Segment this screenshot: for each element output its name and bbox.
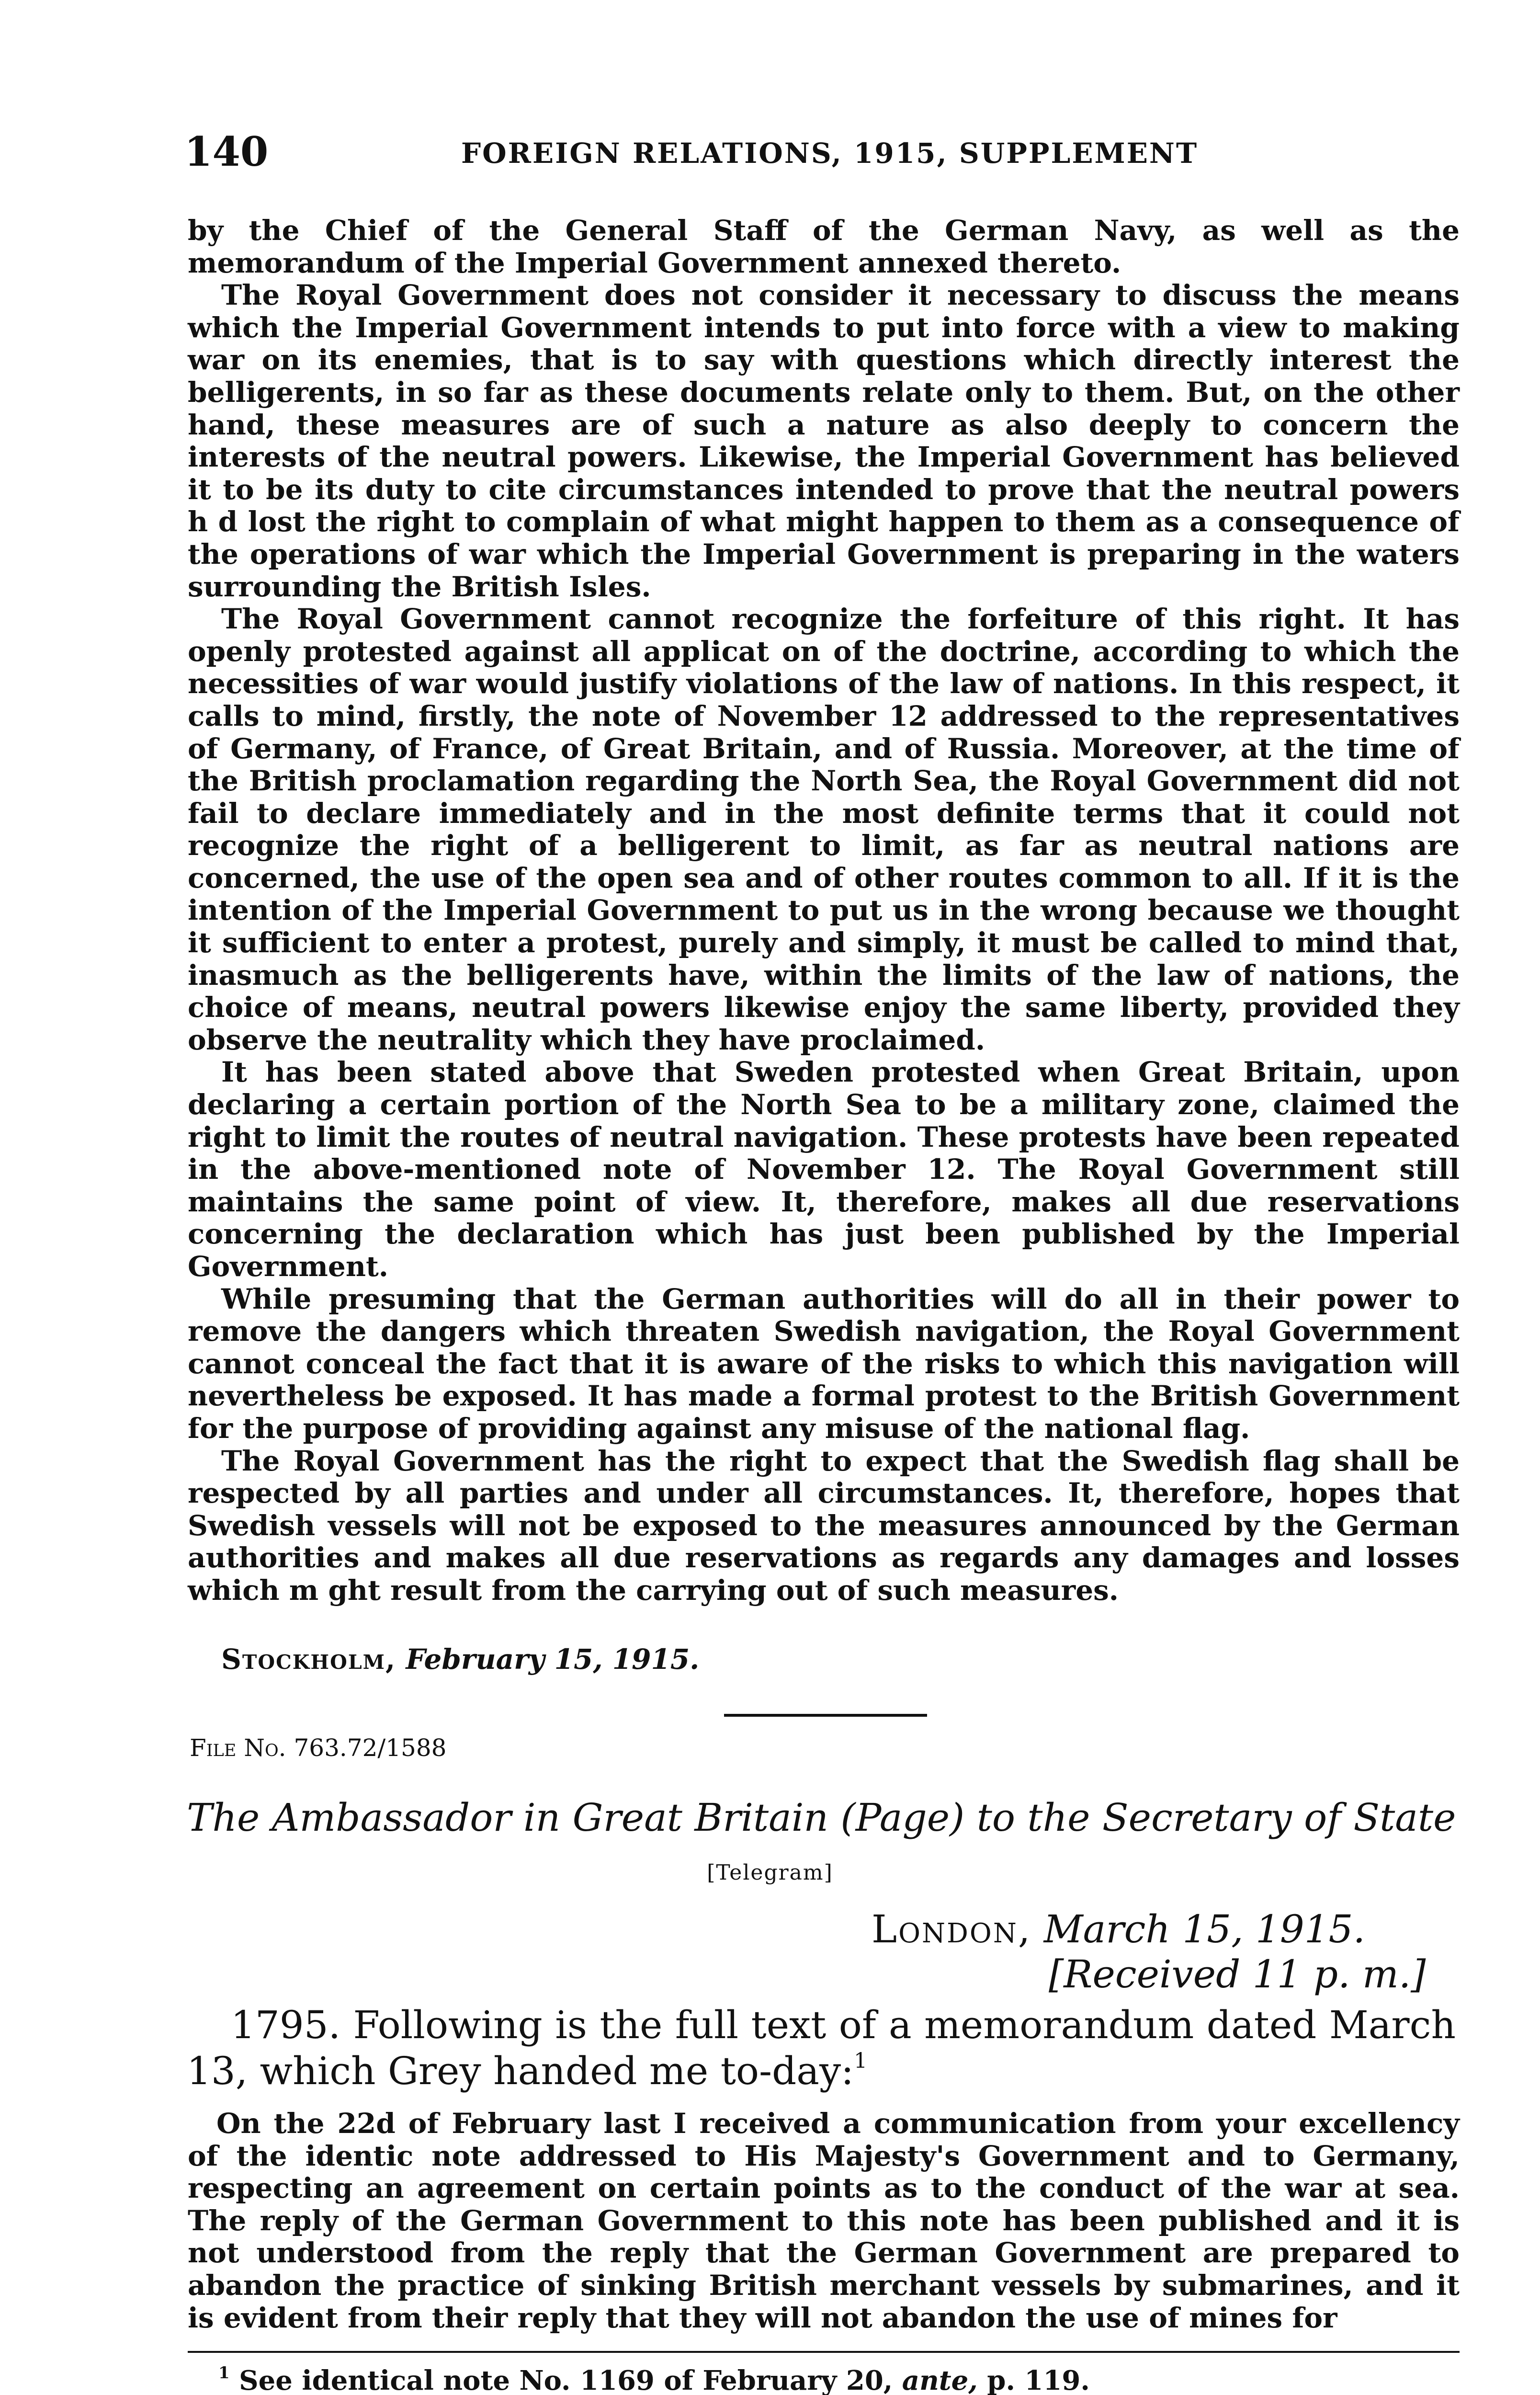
file-number-label: File No. [190, 1734, 286, 1762]
telegram-text [187, 2002, 1456, 2094]
document-subtitle: [Telegram] [707, 1860, 833, 1885]
footnote-ante: ante, [902, 2365, 978, 2395]
signature-line [221, 1643, 699, 1676]
signature-date: February 15, 1915. [406, 1643, 700, 1676]
body-paragraph: The Royal Government does not consider it necessary to discuss the means which the Imperial Government intends to put into force with a view to making war on its enemies, that is to say with questions which directly interest the belligerents, in so far as these documents relate only to them. But, on the other hand, these measures are of such a nature as also deeply to concern the interests of the neutral powers. Likewise, the Imperial Government has believed it to be its duty to cite circumstances intended to prove that the neutral powers h d lost the right to complain of what might happen to them as a consequence of the operations of war which the Imperial Government is preparing in the waters surrounding the British Isles. [188, 279, 1460, 603]
file-number [190, 1731, 447, 1765]
body-paragraph: While presuming that the German authorities will do all in their power to remove the dangers which threaten Swedish navigation, the Royal Government cannot conceal the fact that it is aware of the risks to which this navigation will nevertheless be exposed. It has made a formal protest to the British Government for the purpose of providing against any misuse of the national flag. [188, 1282, 1460, 1445]
footnote-divider [188, 2351, 1460, 2353]
dateline-city: London, [872, 1907, 1032, 1951]
section-divider [724, 1714, 927, 1717]
file-number-value: 763.72/1588 [294, 1734, 447, 1762]
signature-place: Stockholm, [221, 1643, 396, 1676]
page-number: 140 [184, 128, 269, 175]
footnote-page: p. 119. [987, 2365, 1090, 2395]
memorandum-paragraph: On the 22d of February last I received a communication from your excellency of the identic note addressed to His Majesty's Government and to Germany, respecting an agreement on certain points as to the conduct of the war at sea. The reply of the German Government to this note has been published and it is not understood from the reply that the German Government are prepared to abandon the practice of sinking British merchant vessels by submarines, and it is evident from their reply that they will not abandon the use of mines for [188, 2107, 1460, 2334]
note-body [188, 215, 1460, 1607]
footnote [218, 2361, 1090, 2395]
running-head: FOREIGN RELATIONS, 1915, SUPPLEMENT [461, 137, 1199, 170]
body-paragraph: by the Chief of the General Staff of the German Navy, as well as the memorandum of the Imperial Government annexed thereto. [188, 214, 1460, 279]
footnote-marker: 1 [218, 2363, 230, 2383]
document-title: The Ambassador in Great Britain (Page) to the Secretary of State [187, 1795, 1456, 1840]
page-header [184, 125, 1456, 178]
footnote-text: See identical note No. 1169 of February 20, [239, 2365, 893, 2395]
dateline-date: March 15, 1915. [1043, 1907, 1366, 1951]
telegram-sentence: 1795. Following is the full text of a memorandum dated March 13, which Grey handed me to-day: [187, 2003, 1456, 2093]
memorandum-body [188, 2108, 1460, 2334]
body-paragraph: It has been stated above that Sweden protested when Great Britain, upon declaring a certain portion of the North Sea to be a military zone, claimed the right to limit the routes of neutral navigation. These protests have been repeated in the above-mentioned note of November 12. The Royal Government still maintains the same point of view. It, therefore, makes all due reservations concerning the declaration which has just been published by the Imperial Government. [188, 1056, 1460, 1283]
dateline [872, 1905, 1365, 1953]
body-paragraph: The Royal Government has the right to expect that the Swedish flag shall be respected by all parties and under all circumstances. It, therefore, hopes that Swedish vessels will not be exposed to the measures announced by the German authorities and makes all due reservations as regards any damages and losses which m ght result from the carrying out of such measures. [188, 1444, 1460, 1607]
body-paragraph: The Royal Government cannot recognize the forfeiture of this right. It has openly protested against all applicat on of the doctrine, according to which the necessities of war would justify violations of the law of nations. In this respect, it calls to mind, firstly, the note of November 12 addressed to the representatives of Germany, of France, of Great Britain, and of Russia. Moreover, at the time of the British proclamation regarding the North Sea, the Royal Government did not fail to declare immediately and in the most definite terms that it could not recognize the right of a belligerent to limit, as far as neutral nations are concerned, the use of the open sea and of other routes common to all. If it is the intention of the Imperial Government to put us in the wrong because we thought it sufficient to enter a protest, purely and simply, it must be called to mind that, inasmuch as the belligerents have, within the limits of the law of nations, the choice of means, neutral powers likewise enjoy the same liberty, provided they observe the neutrality which they have proclaimed. [188, 603, 1460, 1056]
footnote-reference: 1 [854, 2049, 868, 2073]
received-note: [Received 11 p. m.] [1049, 1952, 1426, 1996]
